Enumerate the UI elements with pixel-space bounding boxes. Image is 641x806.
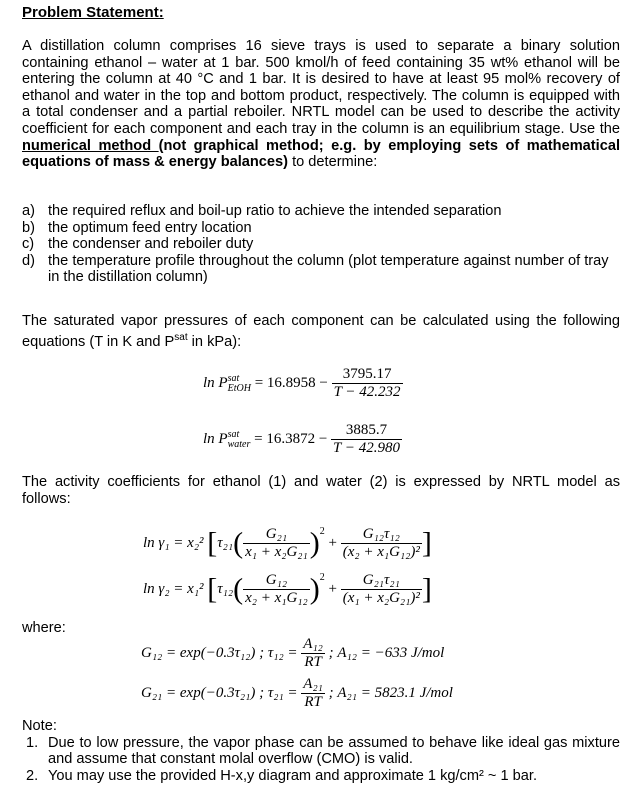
bracket-close: ] — [421, 526, 432, 560]
eq-square: 2 — [319, 572, 325, 583]
eq-fraction — [301, 636, 325, 671]
eq-fraction — [331, 422, 402, 457]
eq-denominator: RT — [304, 654, 322, 670]
list-item-text: You may use the provided H-x,y diagram and approximate 1 kg/cm² ~ 1 bar. — [48, 767, 538, 784]
intro-text-end: to determine: — [288, 154, 378, 171]
eq-sub: EtOH — [227, 382, 251, 394]
eq-lhs: ln γ₁ = x₂² — [143, 534, 204, 551]
equation-g12 — [141, 636, 444, 671]
list-item-text: Due to low pressure, the vapor phase can be assumed to behave like ideal gas mixture and assume that constant molal overflow (CMO) is valid. — [48, 734, 620, 768]
list-item-label: 1. — [26, 734, 39, 751]
eq-constant: = 16.3872 − — [254, 430, 328, 447]
activity-paragraph: The activity coefficients for ethanol (1) and water (2) is expressed by NRTL model as follows: — [22, 474, 620, 507]
bracket-open: [ — [207, 572, 218, 606]
eq-square: 2 — [319, 526, 325, 537]
bracket-close: ] — [421, 572, 432, 606]
bracket-open: [ — [207, 526, 218, 560]
problem-heading: Problem Statement: — [22, 4, 164, 21]
vapor-paragraph — [22, 313, 620, 350]
list-item-text: the condenser and reboiler duty — [48, 236, 254, 253]
eq-sup: sat — [227, 372, 240, 384]
eq-denominator: T − 42.980 — [333, 440, 400, 456]
eq-lhs: ln P — [203, 374, 228, 391]
eq-denominator: (x₂ + x₁G₁₂)² — [342, 544, 420, 560]
emphasis-note: (not graphical method; e.g. by employing sets of mathematical equations of mass & energy balances) — [22, 137, 620, 171]
eq-text: G₂₁ = exp(−0.3τ₂₁) ; τ₂₁ = — [141, 684, 298, 701]
eq-fraction — [243, 526, 310, 561]
eq-lhs: ln γ₂ = x₁² — [143, 580, 204, 597]
equation-g21 — [141, 676, 453, 711]
list-item — [26, 734, 620, 768]
eq-text: ; A₁₂ = −633 J/mol — [328, 644, 445, 661]
eq-numerator: G₂₁τ₂₁ — [341, 572, 422, 590]
eq-numerator: 3795.17 — [332, 366, 403, 384]
plus-sign: + — [328, 580, 337, 597]
eq-lhs: ln P — [203, 430, 228, 447]
eq-text: ; A₂₁ = 5823.1 J/mol — [328, 684, 453, 701]
list-item — [22, 253, 620, 286]
paren-close: ) — [309, 572, 320, 606]
eq-denominator: T − 42.232 — [333, 384, 401, 400]
equation-water-psat — [203, 422, 402, 457]
eq-numerator: A₂₁ — [303, 676, 323, 692]
note-list — [22, 735, 620, 785]
paren-open: ( — [233, 526, 244, 560]
eq-constant: = 16.8958 − — [254, 374, 328, 391]
eq-denominator: x₁ + x₂G₂₁ — [245, 544, 308, 560]
equation-ethanol-psat — [203, 366, 403, 401]
eq-denominator: x₂ + x₁G₁₂ — [245, 590, 308, 606]
list-item-label: b) — [22, 219, 35, 236]
eq-fraction — [243, 572, 310, 607]
eq-text: G₁₂ = exp(−0.3τ₁₂) ; τ₁₂ = — [141, 644, 298, 661]
list-item — [22, 220, 620, 237]
list-item-label: c) — [22, 236, 35, 253]
eq-sup: sat — [227, 428, 240, 440]
equation-gamma1 — [143, 526, 432, 561]
emphasis-numerical: numerical method — [22, 137, 159, 154]
intro-text: A distillation column comprises 16 sieve trays is used to separate a binary solution containing ethanol – water at 1 bar. 500 kmol/h of feed containing 35 wt% ethanol will be entering the column at 40 °C and 1 bar. It is desired to have at least 95 mol% recovery of ethanol and water in the top and bottom product, respectively. The column is equipped with a total condenser and a partial reboiler. NRTL model can be used to describe the activity coefficient for each component and each tray in the column is an equilibrium stage. Use the — [22, 38, 620, 137]
note-title: Note: — [22, 718, 57, 734]
list-item-label: 2. — [26, 767, 39, 784]
list-item-label: a) — [22, 203, 35, 219]
list-item-text: the optimum feed entry location — [48, 219, 252, 236]
list-item-text: the temperature profile throughout the column (plot temperature against number of tray in the distillation column) — [48, 252, 609, 286]
eq-denominator: RT — [304, 694, 322, 710]
eq-numerator: 3885.7 — [331, 422, 402, 440]
list-item — [22, 236, 620, 253]
plus-sign: + — [328, 534, 337, 551]
paren-open: ( — [233, 572, 244, 606]
eq-numerator: A₁₂ — [303, 636, 323, 652]
task-list — [22, 203, 620, 286]
note-section — [22, 718, 620, 784]
eq-fraction — [341, 526, 422, 561]
eq-numerator: G₂₁ — [243, 526, 310, 544]
equation-gamma2 — [143, 572, 432, 607]
eq-numerator: G₁₂τ₁₂ — [341, 526, 422, 544]
vapor-text-end: in kPa): — [187, 333, 242, 350]
eq-fraction — [301, 676, 325, 711]
eq-tau: τ₁₂ — [217, 580, 234, 597]
eq-fraction — [332, 366, 403, 401]
list-item — [22, 203, 620, 220]
eq-numerator: G₁₂ — [243, 572, 310, 590]
list-item-label: d) — [22, 252, 35, 269]
eq-fraction — [341, 572, 422, 607]
vapor-sup: sat — [174, 331, 188, 343]
eq-sub: water — [227, 438, 251, 450]
problem-paragraph — [22, 38, 620, 171]
eq-tau: τ₂₁ — [217, 534, 234, 551]
eq-denominator: (x₁ + x₂G₂₁)² — [342, 590, 420, 606]
where-label: where: — [22, 620, 66, 636]
list-item — [26, 767, 620, 785]
list-item-text: the required reflux and boil-up ratio to achieve the intended separation — [48, 203, 502, 219]
paren-close: ) — [309, 526, 320, 560]
vapor-text: The saturated vapor pressures of each component can be calculated using the following equations (T in K and P — [22, 313, 620, 350]
